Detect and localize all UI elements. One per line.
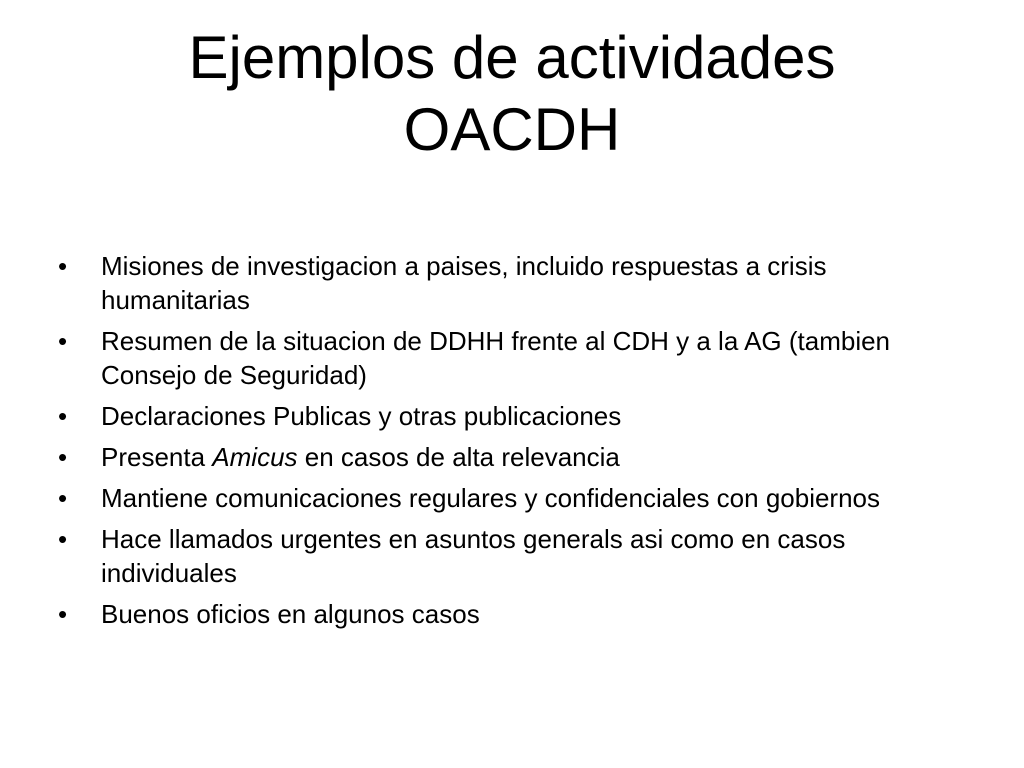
slide-title-line-2: OACDH [403,96,621,163]
bullet-item-2 [58,324,978,392]
bullet-icon: • [58,251,68,281]
bullet-text: Resumen de la situacion de DDHH frente al CDH y a la AG (tambien Consejo de Seguridad) [101,326,891,390]
bullet-icon: • [58,483,68,513]
bullet-item-1 [58,249,978,317]
bullet-list [58,249,978,638]
bullet-item-4 [58,440,978,474]
bullet-icon: • [58,599,68,629]
bullet-text: Declaraciones Publicas y otras publicaciones [101,401,622,431]
bullet-icon: • [58,524,68,554]
slide-title-line-1: Ejemplos de actividades [188,24,836,91]
bullet-text: Mantiene comunicaciones regulares y confidenciales con gobiernos [101,483,881,513]
bullet-text-emphasis: Amicus [212,442,298,472]
bullet-icon: • [58,442,68,472]
slide-title [60,22,964,166]
bullet-text: Hace llamados urgentes en asuntos generals asi como en casos individuales [101,524,846,588]
bullet-text: Buenos oficios en algunos casos [101,599,480,629]
bullet-text-before: Presenta [101,442,213,472]
bullet-icon: • [58,326,68,356]
bullet-item-3 [58,399,978,433]
bullet-item-6 [58,522,978,590]
bullet-item-5 [58,481,978,515]
bullet-text-after: en casos de alta relevancia [297,442,620,472]
bullet-icon: • [58,401,68,431]
bullet-item-7 [58,597,978,631]
bullet-text: Misiones de investigacion a paises, incluido respuestas a crisis humanitarias [101,251,827,315]
bullet-text [101,442,620,472]
